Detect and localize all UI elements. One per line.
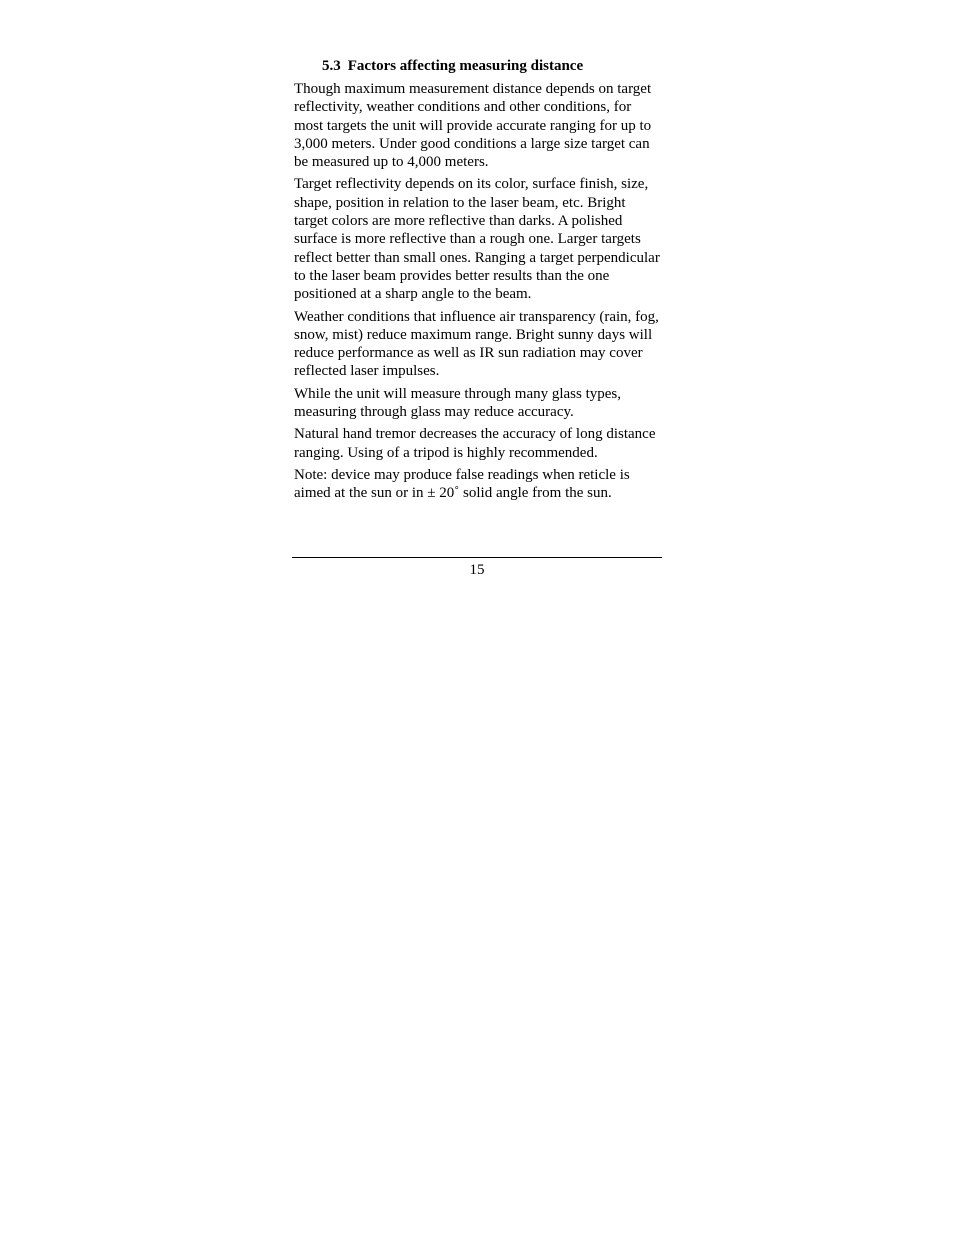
paragraph-max-distance: Though maximum measurement distance depends on target reflectivity, weather conditions and other conditions, for most targets the unit will provide accurate ranging for up to 3,000 meters. Under good conditions a large size target can be measured up to 4,000 meters. — [294, 81, 652, 171]
section-heading — [322, 56, 660, 76]
paragraph-sun-note: Note: device may produce false readings when reticle is aimed at the sun or in ± 20˚ solid angle from the sun. — [294, 466, 630, 502]
section-title: Factors affecting measuring distance — [347, 58, 584, 74]
paragraph-hand-tremor: Natural hand tremor decreases the accuracy of long distance ranging. Using of a tripod is highly recommended. — [294, 426, 656, 461]
section-number: 5.3 — [322, 58, 341, 74]
paragraph-glass: While the unit will measure through many glass types, measuring through glass may reduce accuracy. — [294, 385, 622, 421]
page-content — [294, 56, 660, 507]
footer-divider — [292, 557, 662, 558]
paragraph-target-reflectivity: Target reflectivity depends on its color, surface finish, size, shape, position in relation to the laser beam, etc. Bright target colors are more reflective than darks. A polished surface is more reflective than a rough one. Larger targets reflect better than small ones. Ranging a target perpendicular to the laser beam provides better results than the one positioned at a sharp angle to the beam. — [294, 176, 660, 303]
paragraph-weather-conditions: Weather conditions that influence air transparency (rain, fog, snow, mist) reduce maximum range. Bright sunny days will reduce performance as well as IR sun radiation may cover reflected laser impulses. — [294, 308, 659, 380]
page-number: 15 — [469, 562, 485, 578]
